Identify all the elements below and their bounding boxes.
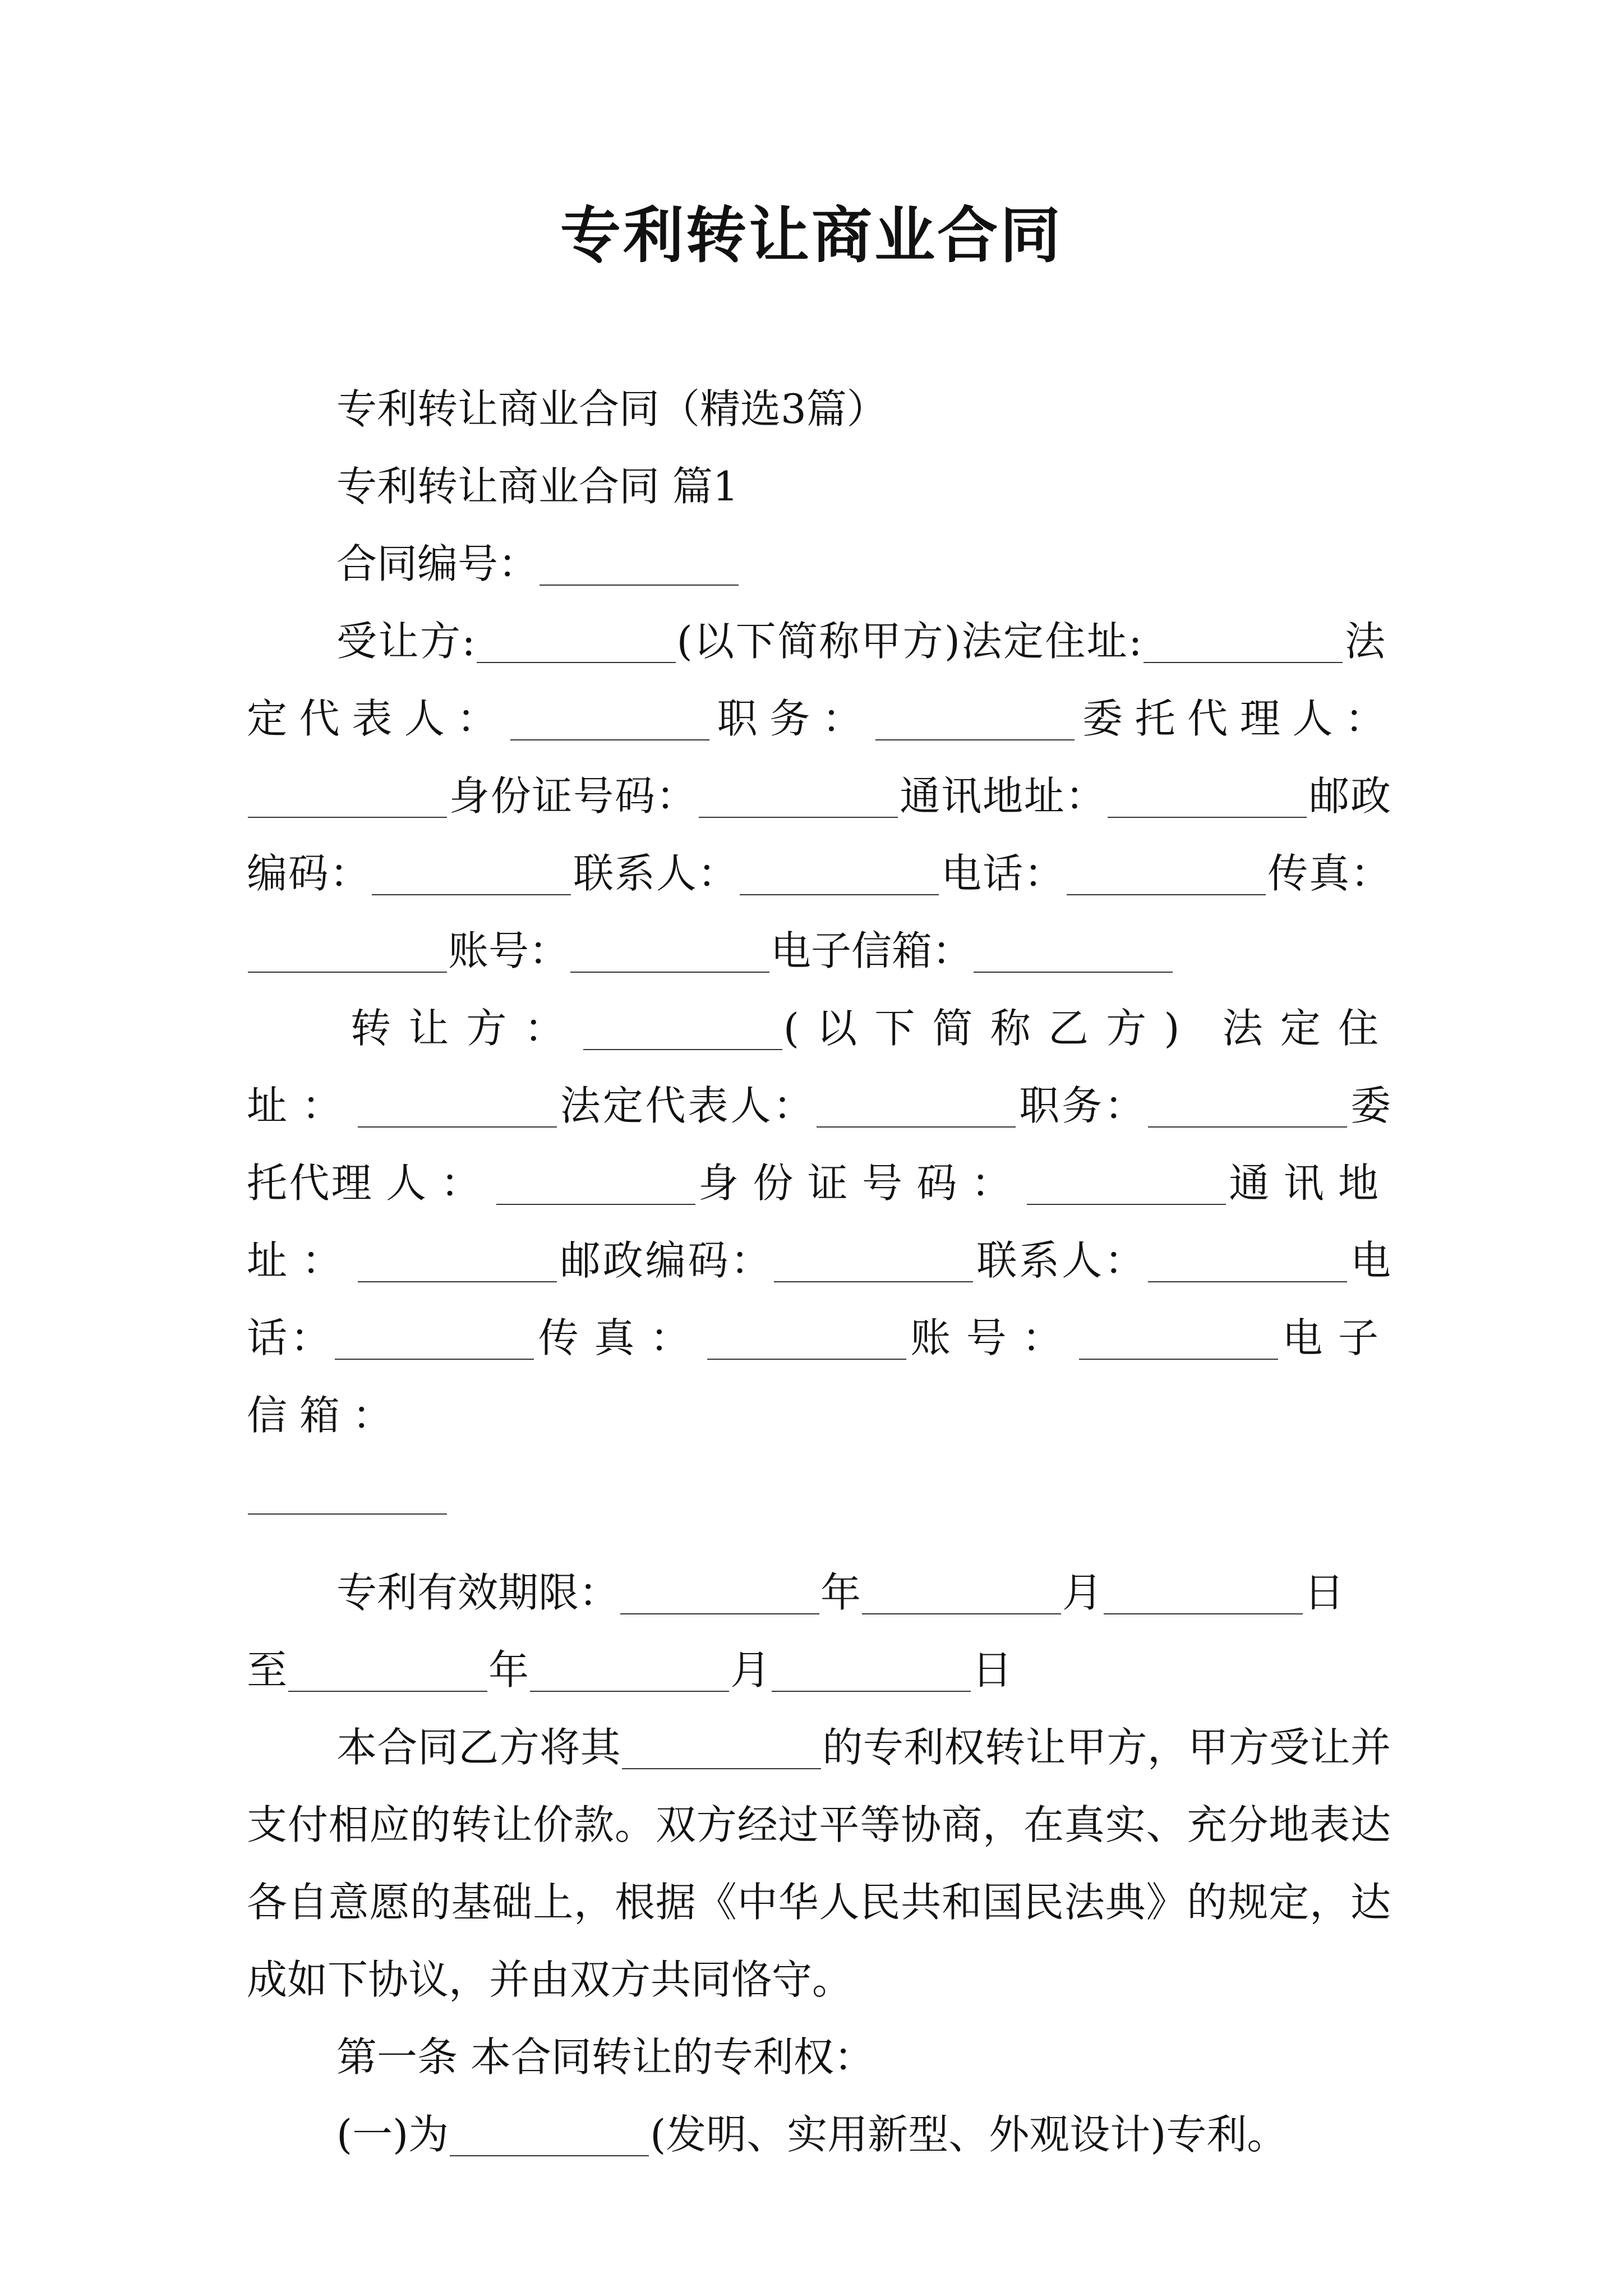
assignee-legal-rep-label: 法定代表人： bbox=[247, 618, 1391, 742]
blank bbox=[1108, 777, 1307, 818]
assignee-id-label: 身份证号码： bbox=[448, 772, 698, 820]
blank bbox=[358, 1087, 557, 1128]
blank bbox=[358, 1242, 557, 1282]
assignor-alias: (以下简称乙方) 法定住址： bbox=[247, 1005, 1391, 1129]
part-heading: 专利转让商业合同 篇1 bbox=[336, 463, 739, 510]
assignor-id-label: 身份证号码： bbox=[696, 1159, 1026, 1207]
assignee-address-label: 通讯地址： bbox=[898, 772, 1107, 820]
assignor-agent-a: 委托代 bbox=[247, 1082, 1391, 1207]
validity-year-2: 年 bbox=[488, 1646, 529, 1694]
validity-month: 月 bbox=[1062, 1569, 1103, 1616]
assignee-paragraph bbox=[247, 602, 1391, 990]
blank bbox=[707, 1319, 906, 1360]
blank bbox=[862, 1574, 1061, 1614]
assignee-postal-a: 邮 bbox=[1308, 772, 1350, 820]
document-body bbox=[247, 370, 1391, 2173]
blank bbox=[1067, 855, 1266, 895]
assignor-paragraph bbox=[247, 990, 1391, 1531]
blank bbox=[740, 855, 939, 895]
subtitle: 专利转让商业合同（精选3篇） bbox=[336, 385, 887, 432]
article1-item1-prefix: (一)为 bbox=[336, 2111, 449, 2158]
blank bbox=[288, 1651, 487, 1692]
blank bbox=[875, 700, 1075, 740]
validity-label: 专利有效期限： bbox=[336, 1569, 620, 1616]
assignor-contact-label: 联系人： bbox=[974, 1237, 1147, 1284]
validity-day-2: 日 bbox=[972, 1646, 1013, 1694]
blank bbox=[248, 1474, 447, 1515]
blank bbox=[1148, 1087, 1347, 1128]
blank bbox=[1027, 1165, 1226, 1205]
blank bbox=[583, 1010, 782, 1050]
article1-item1 bbox=[247, 2096, 1391, 2173]
blank bbox=[772, 1651, 971, 1692]
blank bbox=[817, 1087, 1016, 1128]
blank bbox=[974, 932, 1173, 973]
blank bbox=[620, 1574, 819, 1614]
assignee-fax-b: 真： bbox=[1309, 850, 1391, 897]
preamble-part2: 的专利权转让甲方，甲方受让并支付相应的转让价款。双方经过平等协商，在真实、充分地表达各自意愿的基础上，根据《中华人民共和国民法典》的规定，达成如下协议，并由双方共同恪守。 bbox=[247, 1724, 1391, 2003]
blank bbox=[335, 1319, 534, 1360]
assignee-email-label: 电子信箱： bbox=[771, 927, 973, 974]
assignor-address-label: 通讯地址： bbox=[247, 1159, 1391, 1284]
assignee-agent-label: 委托代理人： bbox=[1076, 695, 1391, 742]
validity-to: 至 bbox=[247, 1646, 288, 1694]
blank bbox=[248, 777, 447, 818]
assignee-postal-b: 政编码： bbox=[247, 772, 1391, 897]
blank bbox=[530, 1651, 729, 1692]
contract-number-blank bbox=[540, 545, 739, 586]
assignor-legal-rep-label: 法定代表人： bbox=[557, 1082, 816, 1129]
validity-day: 日 bbox=[1304, 1569, 1345, 1616]
assignor-fax-label: 传真： bbox=[535, 1314, 706, 1361]
validity-month-2: 月 bbox=[730, 1646, 771, 1694]
assignor-agent-b: 理人： bbox=[331, 1159, 495, 1207]
assignee-account-label: 账号： bbox=[448, 927, 570, 974]
contract-number-label: 合同编号： bbox=[336, 540, 539, 587]
assignee-fax-a: 传 bbox=[1266, 850, 1310, 897]
assignor-label: 转让方： bbox=[351, 1005, 582, 1052]
blank bbox=[1148, 1242, 1347, 1282]
assignor-postal-label: 邮政编码： bbox=[557, 1237, 773, 1284]
article1-item1-suffix: (发明、实用新型、外观设计)专利。 bbox=[650, 2111, 1288, 2158]
blank bbox=[248, 932, 447, 973]
assignee-position-label: 职务： bbox=[711, 695, 875, 742]
document-title: 专利转让商业合同 bbox=[560, 200, 1063, 271]
blank bbox=[1144, 623, 1343, 663]
blank bbox=[699, 777, 898, 818]
blank bbox=[372, 855, 571, 895]
spacer bbox=[247, 1531, 1391, 1554]
assignor-email-label: 电子信箱： bbox=[247, 1314, 1391, 1439]
contract-number-line bbox=[247, 525, 1391, 602]
blank bbox=[1079, 1319, 1278, 1360]
assignor-account-label: 账号： bbox=[907, 1314, 1078, 1361]
assignee-alias: (以下简称甲方)法定住址: bbox=[676, 618, 1142, 665]
blank bbox=[477, 623, 676, 663]
blank bbox=[1104, 1574, 1303, 1614]
blank bbox=[774, 1242, 973, 1282]
assignor-position-label: 职务： bbox=[1017, 1082, 1147, 1129]
blank bbox=[510, 700, 709, 740]
blank bbox=[496, 1165, 695, 1205]
blank bbox=[622, 1729, 821, 1769]
blank bbox=[450, 2116, 649, 2156]
assignee-label: 受让方: bbox=[336, 618, 476, 665]
validity-year: 年 bbox=[820, 1569, 861, 1616]
validity-paragraph bbox=[247, 1554, 1391, 1709]
assignor-phone-label: 电话： bbox=[247, 1237, 1391, 1361]
assignee-contact-label: 联系人： bbox=[572, 850, 739, 897]
blank bbox=[570, 932, 769, 973]
article1-heading: 第一条 本合同转让的专利权： bbox=[336, 2033, 874, 2081]
assignee-phone-label: 电话： bbox=[940, 850, 1066, 897]
preamble-paragraph bbox=[247, 1709, 1391, 2018]
preamble-part1: 本合同乙方将其 bbox=[336, 1724, 621, 1771]
